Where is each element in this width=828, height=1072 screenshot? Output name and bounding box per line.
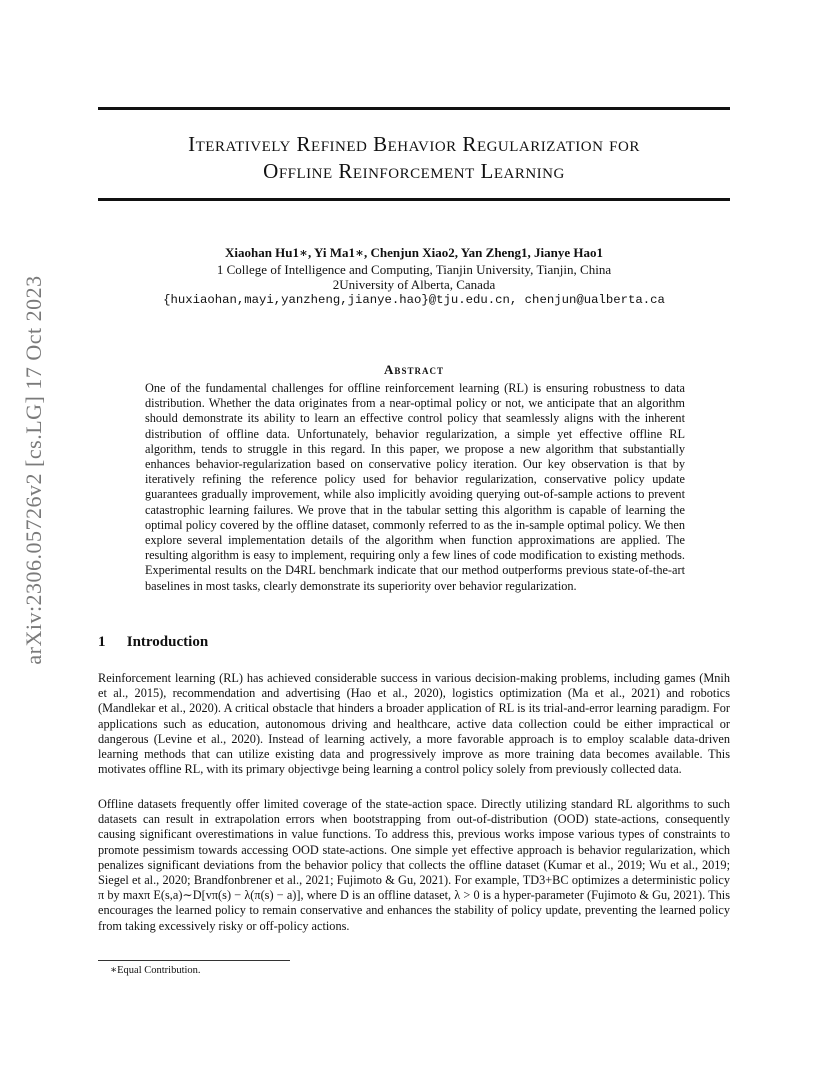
- footnote-rule: [98, 960, 290, 961]
- author-list: Xiaohan Hu1∗, Yi Ma1∗, Chenjun Xiao2, Yan Zheng1, Jianye Hao1: [224, 245, 604, 260]
- author-emails: {huxiaohan,mayi,yanzheng,jianye.hao}@tju.edu.cn, chenjun@ualberta.ca: [163, 293, 665, 307]
- arxiv-sidebar: [21, 275, 46, 665]
- title-rule-top: [98, 107, 730, 110]
- title-line-1: Iteratively Refined Behavior Regularization for: [188, 132, 640, 156]
- section-number: 1: [98, 634, 106, 650]
- intro-paragraph-2: Offline datasets frequently offer limited coverage of the state-action space. Directly utilizing standard RL algorithms to such datasets can result in extrapolation errors when bootstrapping from out-of-distribution (OOD) state-actions, consequently causing significant overestimations in value functions. To address this, previous works impose various types of constraints to promote pessimism towards accessing OOD state-actions. One simple yet effective approach is behavior regularization, which penalizes significant deviations from the behavior policy that collects the offline dataset (Kumar et al., 2019; Wu et al., 2019; Siegel et al., 2020; Brandfonbrener et al., 2021; Fujimoto & Gu, 2021). For example, TD3+BC optimizes a deterministic policy π by maxπ E(s,a)∼D[vπ(s) − λ(π(s) − a)], where D is an offline dataset, λ > 0 is a hyper-parameter (Fujimoto & Gu, 2021). This encourages the learned policy to remain conservative and enhances the stability of policy update, preventing the learned policy from taking excessively risky or off-policy actions.: [98, 797, 730, 933]
- title-line-2: Offline Reinforcement Learning: [263, 159, 565, 183]
- section-title: Introduction: [126, 634, 209, 650]
- arxiv-identifier: arXiv:2306.05726v2 [cs.LG] 17 Oct 2023: [21, 275, 46, 665]
- affiliation-2: 2University of Alberta, Canada: [332, 277, 496, 292]
- title-rule-bottom: [98, 198, 730, 201]
- affiliation-1: 1 College of Intelligence and Computing, Tianjin University, Tianjin, China: [216, 262, 612, 277]
- section-heading-introduction: [98, 634, 208, 651]
- abstract-text: One of the fundamental challenges for offline reinforcement learning (RL) is ensuring robustness to data distribution. Whether the data originates from a near-optimal policy or not, we anticipate that an algorithm should demonstrate its ability to learn an effective control policy that seamlessly aligns with the inherent distribution of offline data. Unfortunately, behavior regularization, a simple yet effective offline RL algorithm, tends to struggle in this regard. In this paper, we propose a new algorithm that substantially enhances behavior-regularization based on conservative policy iteration. Our key observation is that by iteratively refining the reference policy used for behavior regularization, conservative policy update guarantees gradually improvement, while also implicitly avoiding querying out-of-sample actions to prevent catastrophic learning failures. We prove that in the tabular setting this algorithm is capable of learning the optimal policy covered by the offline dataset, commonly referred to as the in-sample optimal policy. We then explore several implementation details of the algorithm when function approximations are applied. The resulting algorithm is easy to implement, requiring only a few lines of code modification to existing methods. Experimental results on the D4RL benchmark indicate that our method outperforms previous state-of-the-art baselines in most tasks, clearly demonstrate its superiority over behavior regularization.: [145, 381, 685, 593]
- abstract-heading: Abstract: [384, 362, 444, 377]
- footnote-equal-contribution: ∗Equal Contribution.: [110, 965, 201, 976]
- intro-paragraph-1: Reinforcement learning (RL) has achieved considerable success in various decision-making problems, including games (Mnih et al., 2015), recommendation and advertising (Hao et al., 2020), logistics optimization (Ma et al., 2021) and robotics (Mandlekar et al., 2020). A critical obstacle that hinders a broader application of RL is its trial-and-error learning paradigm. For applications such as education, autonomous driving and healthcare, active data collection could be either impractical or dangerous (Levine et al., 2020). Instead of learning actively, a more favorable approach is to employ scalable data-driven learning methods that can utilize existing data and progressively improve as more training data becomes available. This motivates offline RL, with its primary objectivge being learning a control policy solely from previously collected data.: [98, 671, 730, 777]
